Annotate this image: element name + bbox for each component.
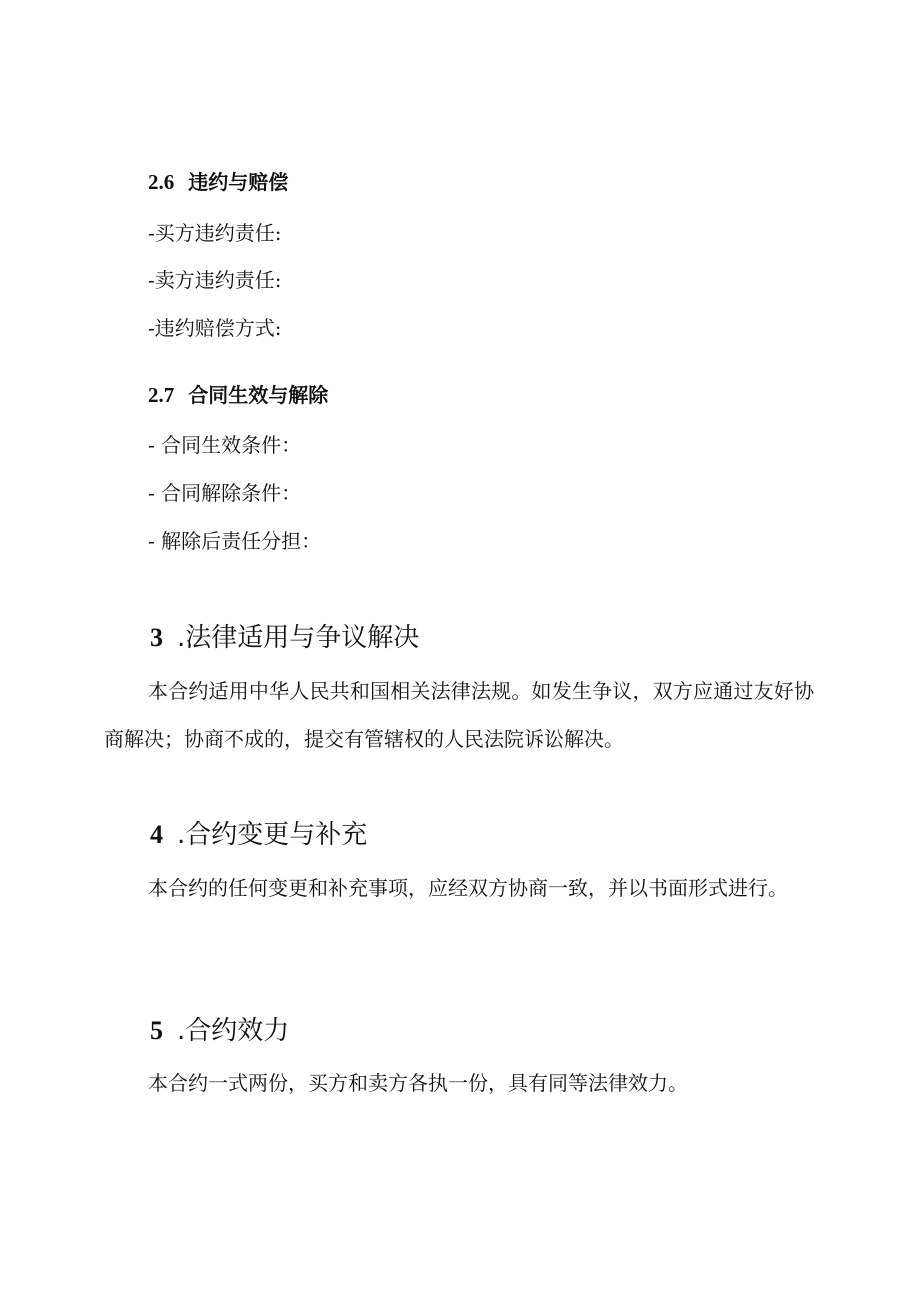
section-5-body: 本合约一式两份，买方和卖方各执一份，具有同等法律效力。 — [148, 1071, 688, 1095]
section-title: .法律适用与争议解决 — [177, 623, 420, 653]
list-item-compensation-method: -违约赔偿方式: — [148, 316, 282, 340]
section-number: 4 — [150, 820, 163, 849]
section-title: .合约效力 — [177, 1016, 290, 1046]
section-number: 3 — [150, 623, 163, 652]
subsection-title: 违约与赔偿 — [188, 170, 289, 194]
section-4-body: 本合约的任何变更和补充事项，应经双方协商一致，并以书面形式进行。 — [148, 876, 788, 900]
list-item-seller-breach: -卖方违约责任: — [148, 268, 282, 292]
subsection-heading-2-6 — [148, 168, 288, 196]
subsection-number: 2.6 — [148, 170, 175, 194]
subsection-title: 合同生效与解除 — [188, 383, 329, 407]
section-heading-3 — [150, 621, 419, 655]
subsection-heading-2-7 — [148, 381, 328, 409]
section-title: .合约变更与补充 — [177, 820, 368, 850]
list-item-termination-conditions: - 合同解除条件： — [148, 481, 302, 505]
list-item-effective-conditions: - 合同生效条件： — [148, 433, 302, 457]
section-heading-4 — [150, 818, 367, 852]
list-item-buyer-breach: -买方违约责任: — [148, 221, 282, 245]
list-item-post-termination-liability: - 解除后责任分担： — [148, 529, 322, 553]
section-3-body: 本合约适用中华人民共和国相关法律法规。如发生争议，双方应通过友好协商解决；协商不成的，提交有管辖权的人民法院诉讼解决。 — [104, 679, 814, 751]
section-number: 5 — [150, 1016, 163, 1045]
subsection-number: 2.7 — [148, 383, 175, 407]
section-heading-5 — [150, 1014, 289, 1048]
